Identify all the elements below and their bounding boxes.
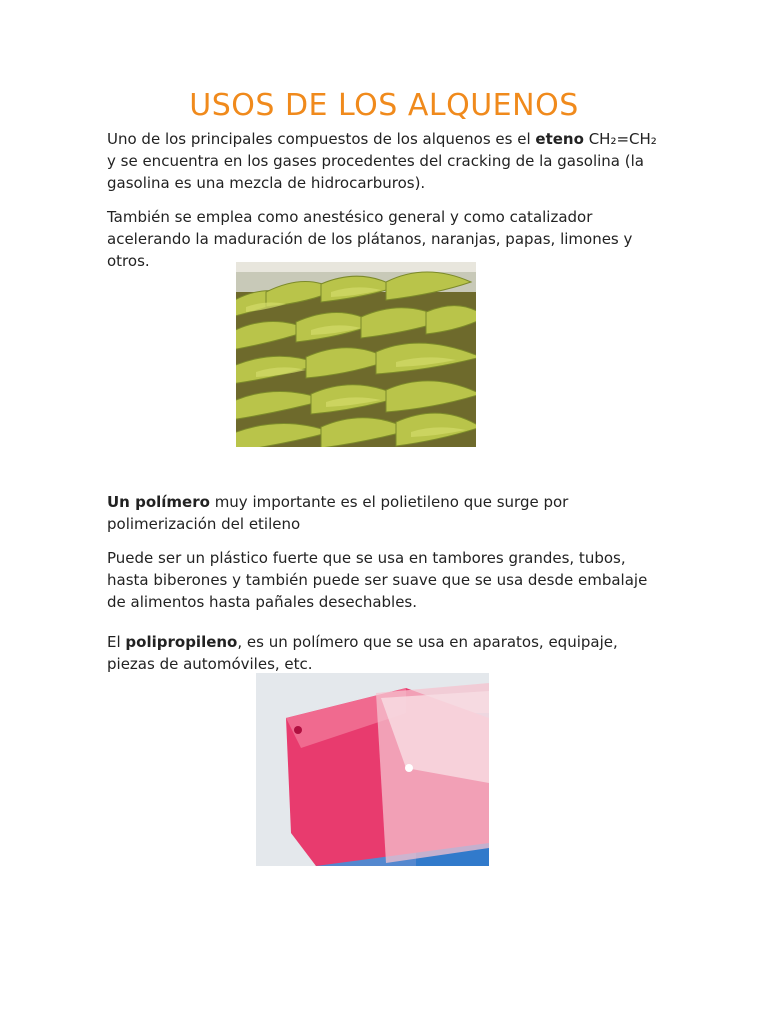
paragraph-polymer — [107, 491, 667, 535]
bold-term-eteno: eteno — [535, 130, 584, 148]
paragraph-text: , es un polímero que se usa en aparatos, equipaje, piezas de automóviles, etc. — [107, 633, 618, 673]
page-title: USOS DE LOS ALQUENOS — [189, 88, 579, 123]
bold-term-polypropylene: polipropileno — [125, 633, 238, 651]
paragraph-text: y se encuentra en los gases procedentes del cracking de la gasolina (la gasolina es una mezcla de hidrocarburos). — [107, 152, 644, 192]
paragraph-eteno — [107, 128, 667, 194]
chemical-formula: CH₂=CH₂ — [583, 130, 657, 148]
bold-term-polymer: Un polímero — [107, 493, 210, 511]
paragraph-text: Uno de los principales compuestos de los alquenos es el — [107, 130, 536, 148]
paragraph-plastic: Puede ser un plástico fuerte que se usa en tambores grandes, tubos, hasta biberones y también puede ser suave que se usa desde embalaje de alimentos hasta pañales desechables. — [107, 549, 648, 611]
paragraph-text: muy importante es el polietileno que surge por polimerización del etileno — [107, 493, 569, 533]
paragraph-uses: También se emplea como anestésico general y como catalizador acelerando la maduración de los plátanos, naranjas, papas, limones y otros. — [107, 208, 633, 270]
plastic-folder-image — [256, 673, 489, 866]
paragraph-polypropylene — [107, 631, 667, 675]
bananas-image — [236, 262, 476, 447]
paragraph-text: El — [107, 633, 126, 651]
